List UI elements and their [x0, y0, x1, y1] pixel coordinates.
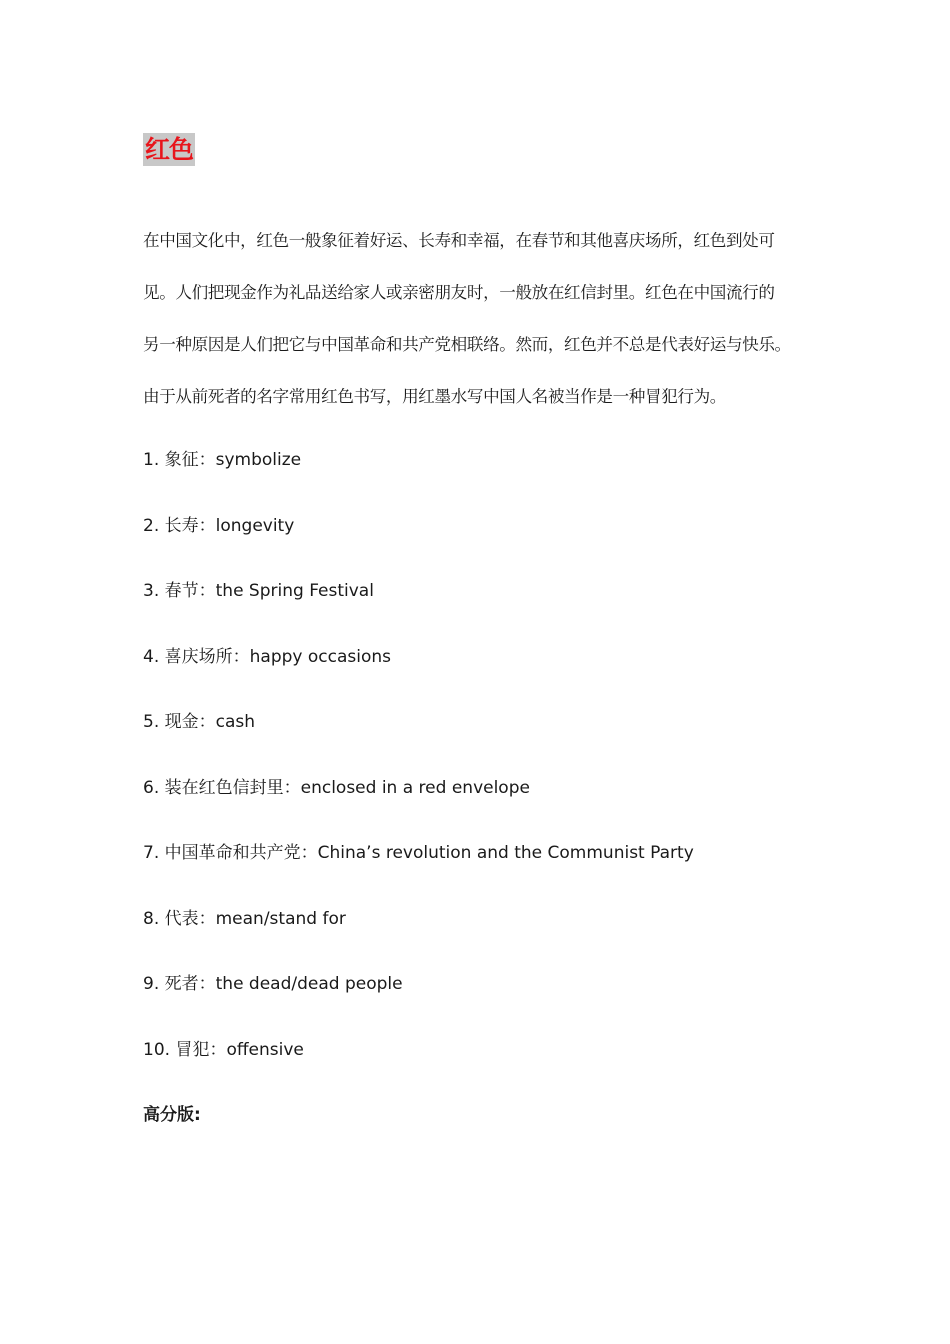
paragraph-line: 由于从前死者的名字常用红色书写，用红墨水写中国人名被当作是一种冒犯行为。	[143, 387, 726, 406]
document-title: 红色	[145, 135, 194, 164]
vocabulary-item: 2. 长寿：longevity	[143, 515, 295, 536]
vocabulary-list	[143, 428, 694, 1083]
vocabulary-item: 5. 现金：cash	[143, 712, 256, 732]
paragraph-line: 另一种原因是人们把它与中国革命和共产党相联络。然而，红色并不总是代表好运与快乐。	[143, 335, 791, 354]
vocabulary-item: 1. 象征：symbolize	[143, 450, 302, 470]
vocabulary-item: 6. 装在红色信封里：enclosed in a red envelope	[143, 777, 530, 798]
vocabulary-item: 3. 春节：the Spring Festival	[143, 581, 374, 601]
vocabulary-item: 9. 死者：the dead/dead people	[143, 974, 403, 994]
vocabulary-item: 4. 喜庆场所：happy occasions	[143, 646, 391, 667]
vocabulary-item: 8. 代表：mean/stand for	[143, 908, 346, 929]
paragraph-line: 见。人们把现金作为礼品送给家人或亲密朋友时，一般放在红信封里。红色在中国流行的	[143, 283, 775, 302]
section-heading: 高分版:	[143, 1105, 201, 1125]
paragraph-line: 在中国文化中，红色一般象征着好运、长寿和幸福，在春节和其他喜庆场所，红色到处可	[143, 231, 775, 250]
vocabulary-item: 7. 中国革命和共产党：China’s revolution and the Communist Party	[143, 843, 694, 863]
vocabulary-item: 10. 冒犯：offensive	[143, 1039, 304, 1060]
intro-paragraph	[143, 215, 823, 423]
